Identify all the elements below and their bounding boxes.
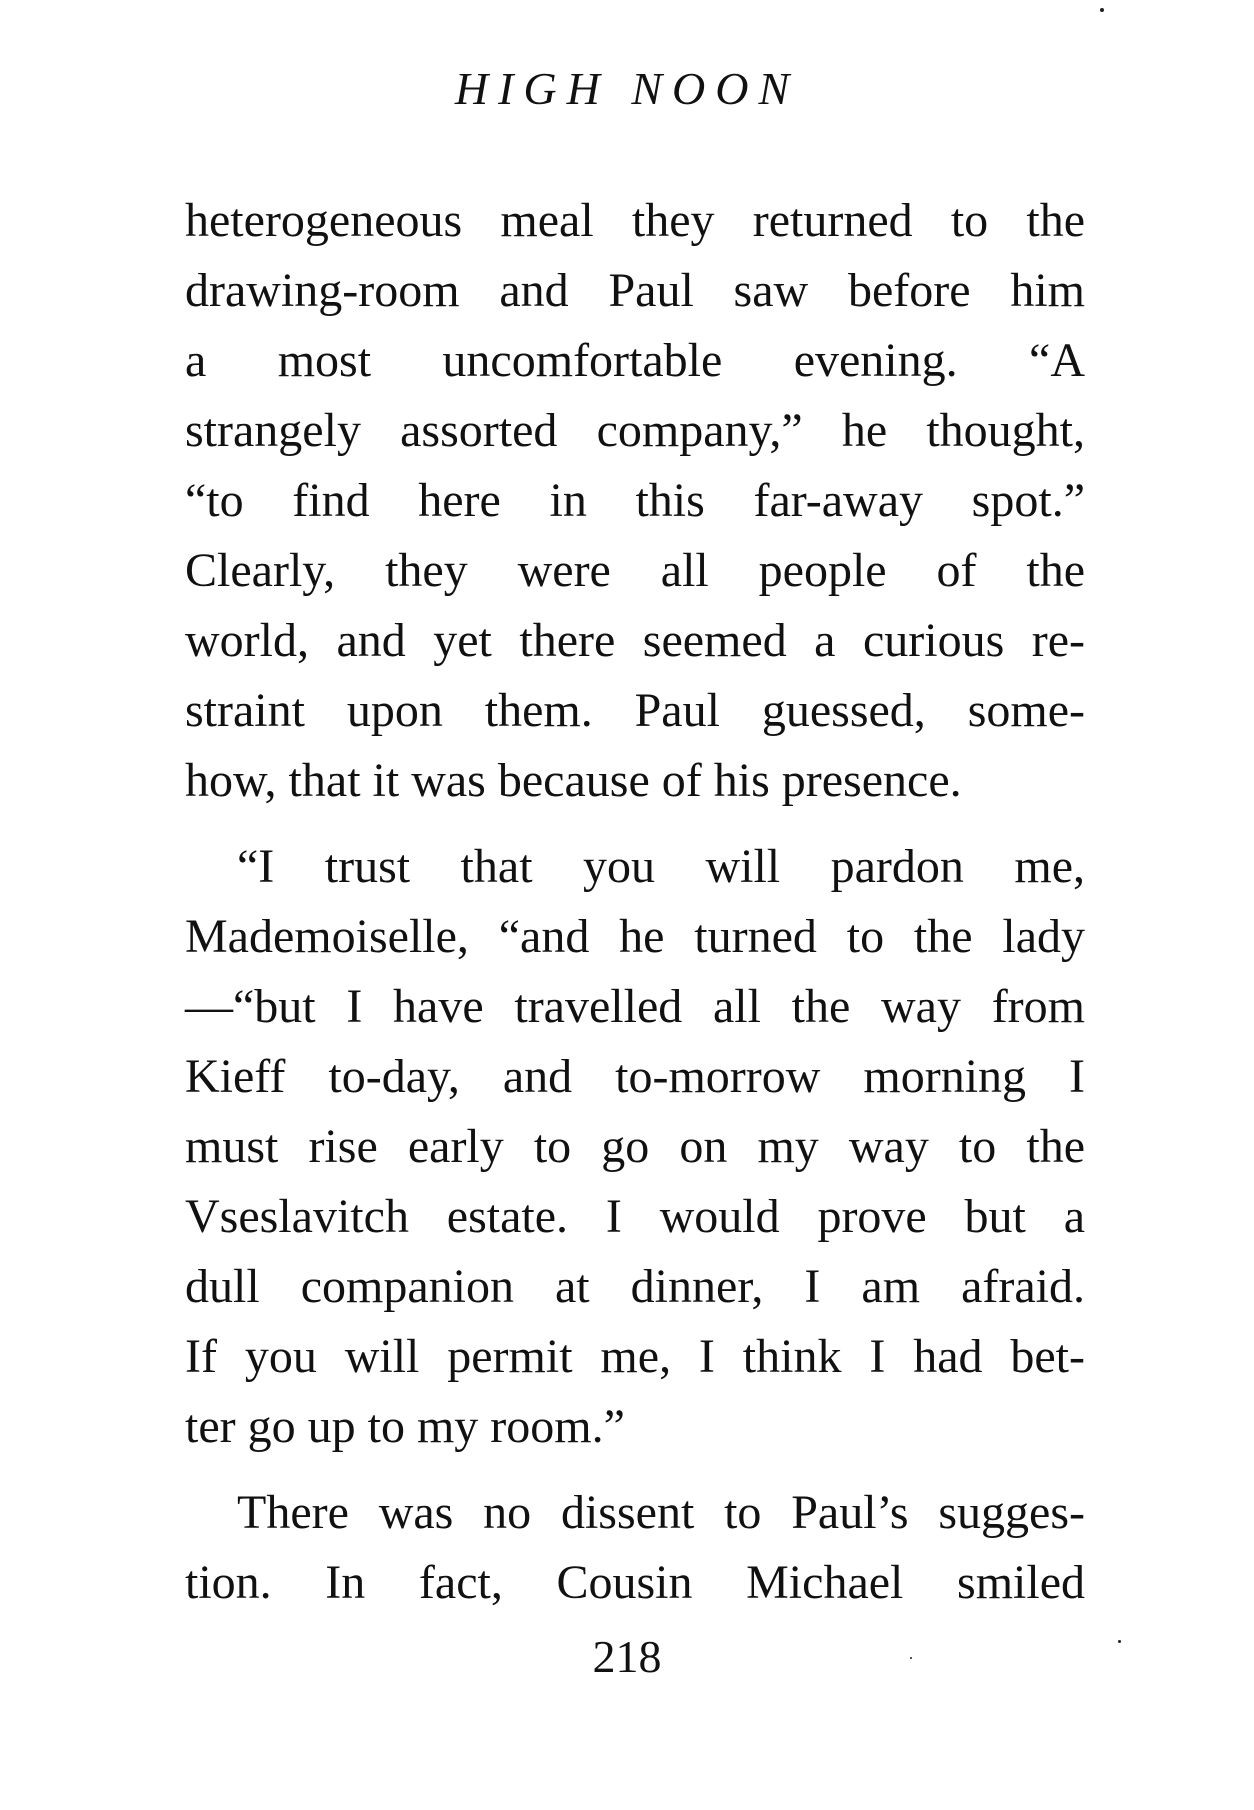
body-text	[185, 186, 1085, 1618]
text-line: If you will permit me, I think I had bet-	[185, 1330, 1085, 1383]
text-line: “I trust that you will pardon me,	[237, 840, 1085, 893]
text-line: tion. In fact, Cousin Michael smiled	[185, 1556, 1085, 1609]
text-line: heterogeneous meal they returned to the	[185, 194, 1085, 247]
text-line: world, and yet there seemed a curious re-	[185, 614, 1085, 667]
page-number: 218	[592, 1631, 662, 1682]
print-speck	[910, 1657, 912, 1659]
text-line: Clearly, they were all people of the	[185, 544, 1085, 597]
text-line: —“but I have travelled all the way from	[185, 980, 1085, 1033]
text-line: Vseslavitch estate. I would prove but a	[185, 1190, 1085, 1243]
paragraph-gap	[185, 1462, 1085, 1478]
running-title: HIGH NOON	[454, 63, 800, 114]
print-speck	[1118, 1640, 1121, 1643]
text-line: drawing-room and Paul saw before him	[185, 264, 1085, 317]
paragraph-2	[185, 832, 1085, 1462]
text-line: strangely assorted company,” he thought,	[185, 404, 1085, 457]
text-line: dull companion at dinner, I am afraid.	[185, 1260, 1085, 1313]
text-line: how, that it was because of his presence.	[185, 754, 962, 807]
paragraph-3	[185, 1478, 1085, 1618]
print-speck	[1100, 8, 1104, 12]
text-line: Kieff to-day, and to-morrow morning I	[185, 1050, 1085, 1103]
paragraph-gap	[185, 816, 1085, 832]
paragraph-1	[185, 186, 1085, 816]
text-line: must rise early to go on my way to the	[185, 1120, 1085, 1173]
text-line: Mademoiselle, “and he turned to the lady	[185, 910, 1085, 963]
text-line: There was no dissent to Paul’s sugges-	[237, 1486, 1085, 1539]
text-line: “to find here in this far-away spot.”	[185, 474, 1085, 527]
text-line: straint upon them. Paul guessed, some-	[185, 684, 1085, 737]
text-line: a most uncomfortable evening. “A	[185, 334, 1085, 387]
text-line: ter go up to my room.”	[185, 1400, 625, 1453]
